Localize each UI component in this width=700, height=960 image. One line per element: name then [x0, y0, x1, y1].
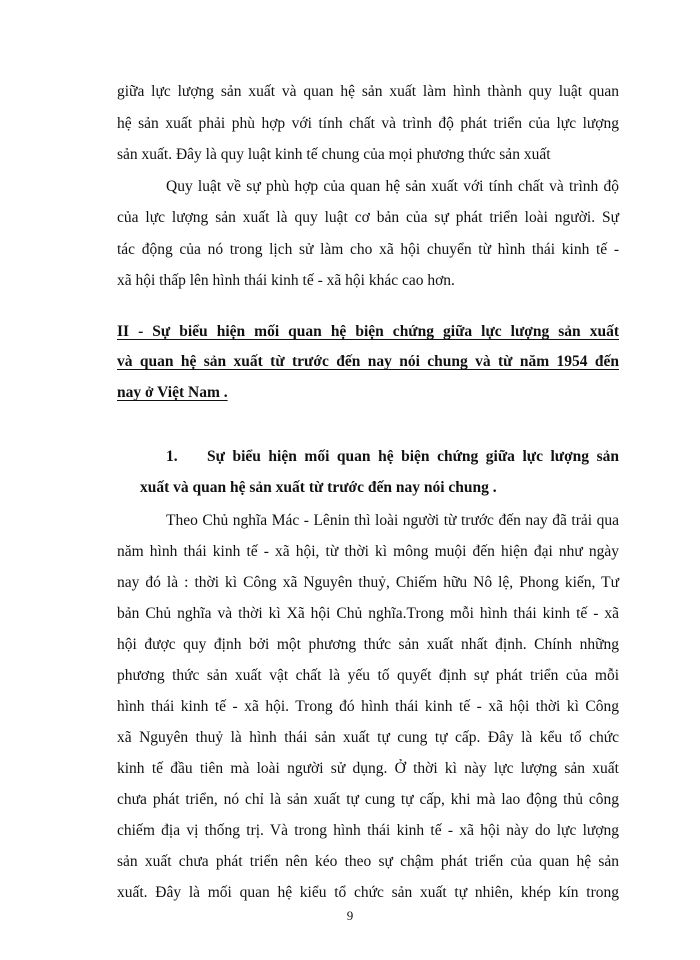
- subheading-number: 1.: [166, 448, 178, 465]
- text-line: phương thức sản xuất vật chất là yếu tố quyết định sự phát triển của mỗi: [117, 667, 619, 684]
- text-line: nay đó là : thời kì Công xã Nguyên thuỷ, Chiếm hữu Nô lệ, Phong kiến, Tư: [117, 574, 619, 591]
- text-line: của lực lượng sản xuất là quy luật cơ bản của sự phát triển loài người. Sự: [117, 209, 619, 226]
- text-line: giữa lực lượng sản xuất và quan hệ sản xuất làm hình thành quy luật quan: [117, 83, 619, 100]
- heading-line: và quan hệ sản xuất từ trước đến nay nói chung và từ năm 1954 đến: [117, 353, 619, 370]
- text-line: sản xuất. Đây là quy luật kinh tế chung của mọi phương thức sản xuất: [117, 146, 551, 163]
- text-line: bản Chủ nghĩa và thời kì Xã hội Chủ nghĩa.Trong mỗi hình thái kinh tế - xã: [117, 605, 619, 622]
- text-line: hệ sản xuất phải phù hợp với tính chất và trình độ phát triển của lực lượng: [117, 115, 619, 132]
- text-line: tác động của nó trong lịch sử làm cho xã hội chuyển từ hình thái kinh tế -: [117, 241, 619, 258]
- subheading-line: Sự biểu hiện mối quan hệ biện chứng giữa lực lượng sản: [207, 448, 619, 465]
- text-line: chưa phát triển, nó chỉ là sản xuất tự cung tự cấp, khi mà lao động thủ công: [117, 791, 619, 808]
- text-line: Quy luật về sự phù hợp của quan hệ sản xuất với tính chất và trình độ: [166, 178, 619, 195]
- text-line: Theo Chủ nghĩa Mác - Lênin thì loài người từ trước đến nay đã trải qua: [166, 512, 619, 529]
- text-line: xã hội thấp lên hình thái kinh tế - xã hội khác cao hơn.: [117, 272, 455, 289]
- page-number: 9: [346, 908, 354, 923]
- text-line: sản xuất chưa phát triển nên kéo theo sự chậm phát triển của quan hệ sản: [117, 853, 619, 870]
- heading-line: II - Sự biểu hiện mối quan hệ biện chứng giữa lực lượng sản xuất: [117, 323, 619, 340]
- text-line: năm hình thái kinh tế - xã hội, từ thời kì mông muội đến hiện đại như ngày: [117, 543, 619, 560]
- subheading-line: xuất và quan hệ sản xuất từ trước đến nay nói chung .: [140, 479, 497, 496]
- text-line: hình thái kinh tế - xã hội. Trong đó hình thái kinh tế - xã hội thời kì Công: [117, 698, 619, 715]
- text-line: xã Nguyên thuỷ là hình thái sản xuất tự cung tự cấp. Đây là kểu tổ chức: [117, 729, 619, 746]
- text-line: chiếm địa vị thống trị. Và trong hình thái kinh tế - xã hội này do lực lượng: [117, 822, 619, 839]
- text-line: xuất. Đây là mối quan hệ kiểu tổ chức sản xuất tự nhiên, khép kín trong: [117, 884, 619, 901]
- heading-line: nay ở Việt Nam .: [117, 384, 228, 401]
- text-line: kinh tế đầu tiên mà loài người sử dụng. Ở thời kì này lực lượng sản xuất: [117, 760, 619, 777]
- text-line: hội được quy định bởi một phương thức sản xuất nhất định. Chính những: [117, 636, 619, 653]
